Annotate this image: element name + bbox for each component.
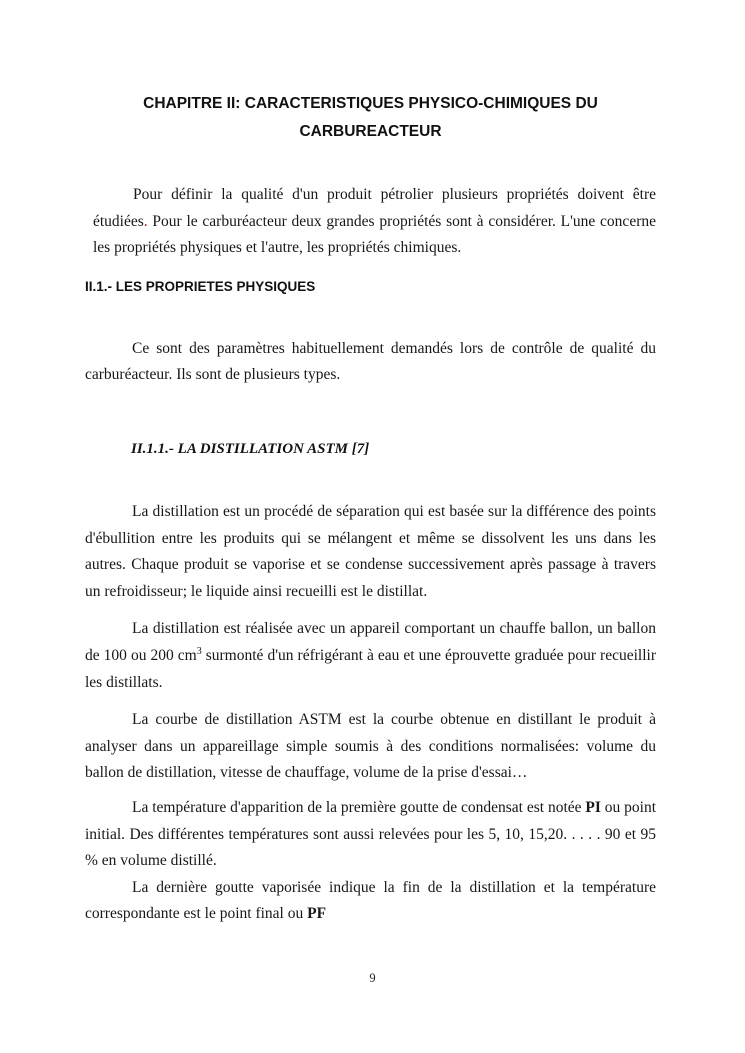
paragraph-distillation: La distillation est un procédé de séparation qui est basée sur la différence des points d'ébullition entre les produits qui se mélangent et même se dissolvent les uns dans les autres. Chaque produit se vaporise et se condense successivement après passage à travers un refroidisseur; le liquide ainsi recueilli est le distillat. <box>85 502 656 600</box>
derniere-bold-pf: PF <box>307 905 327 923</box>
paragraph-intro <box>93 182 656 262</box>
intro-text-before-period: Pour définir la qualité d'un produit pétrolier plusieurs propriétés doivent être étudiées <box>93 186 656 230</box>
paragraph-appareil <box>85 616 656 696</box>
paragraph-derniere <box>85 875 656 928</box>
intro-text-after-period: Pour le carburéacteur deux grandes propriétés sont à considérer. L'une concerne les propriétés physiques et l'autre, les propriétés chimiques. <box>93 212 656 257</box>
document-content <box>0 90 745 928</box>
appareil-text-1: La distillation est réalisée avec un appareil comportant un chauffe ballon, un ballon de 100 ou 200 cm <box>85 620 656 664</box>
intro-red-period: . <box>143 212 148 230</box>
paragraph-courbe: La courbe de distillation ASTM est la courbe obtenue en distillant le produit à analyser dans un appareillage simple soumis à des conditions normalisées: volume du ballon de distillation, vitesse de chauffage, volume de la prise d'essai… <box>85 711 656 782</box>
page-number: 9 <box>369 971 376 985</box>
chapter-title-line1: CHAPITRE II: CARACTERISTIQUES PHYSICO-CHIMIQUES DU <box>143 95 598 112</box>
temperature-text-1: La température d'apparition de la première goutte de condensat est notée <box>132 798 586 816</box>
heading-proprietes-physiques: II.1.- LES PROPRIETES PHYSIQUES <box>85 278 316 294</box>
appareil-text-2: surmonté d'un réfrigérant à eau et une éprouvette graduée pour recueillir les distillats. <box>85 646 656 691</box>
appareil-superscript-3: 3 <box>196 645 202 657</box>
derniere-text-1: La dernière goutte vaporisée indique la fin de la distillation et la température correspondante est le point final ou <box>85 878 656 923</box>
paragraph-temperature <box>85 795 656 875</box>
heading-distillation-astm: II.1.1.- LA DISTILLATION ASTM [7] <box>131 440 370 457</box>
chapter-title <box>85 90 656 146</box>
temperature-text-2: ou point initial. Des différentes températures sont aussi relevées pour les 5, 10, 15,20. . . . . 90 et 95 % en volume distillé. <box>85 798 657 870</box>
temperature-bold-pi: PI <box>585 798 601 816</box>
paragraph-parametres: Ce sont des paramètres habituellement demandés lors de contrôle de qualité du carburéacteur. Ils sont de plusieurs types. <box>85 339 656 384</box>
chapter-title-line2: CARBUREACTEUR <box>299 123 442 140</box>
